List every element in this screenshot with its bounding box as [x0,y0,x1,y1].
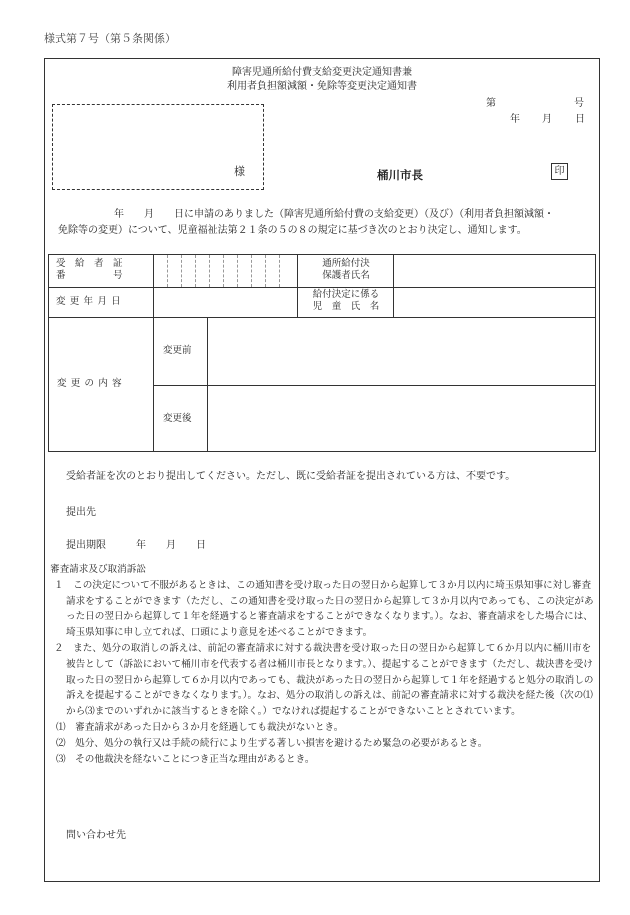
appeal-item-2: ２ また、処分の取消しの訴えは、前記の審査請求に対する裁決書を受け取った日の翌日から起算して６か月以内に桶川市を被告として（訴訟において桶川市を代表する者は桶川市長となります。）、提起することができます（ただし、裁決書を受け取った日の翌日から起算して６か月以内であっても、裁決があった日の翌日から起算して１年を経過すると処分の取消しの訴えを提起することができなくなります。）。なお、処分の取消しの訴えは、前記の審査請求に対する裁決を経た後（次の⑴から⑶までのいずれかに該当するときを除く。）でなければ提起することができないこととされています。 [54,642,594,718]
table-rule [153,255,154,451]
recipient-address-box [52,104,264,190]
guardian-name-label-line2: 保護者氏名 [322,270,370,281]
appeal-sub-3: ⑶ その他裁決を経ないことにつき正当な理由があるとき。 [56,753,315,765]
digit-divider [265,255,266,287]
digit-divider [195,255,196,287]
intro-line2: 免除等の変更）について、児童福祉法第２１条の５の８の規定に基づき次のとおり決定し、通知します。 [58,225,527,236]
table-rule [297,255,298,317]
digit-divider [223,255,224,287]
submit-to-label: 提出先 [66,507,96,518]
document-title-line2: 利用者負担額減額・免除等変更決定通知書 [227,81,417,92]
change-table [48,254,596,452]
digit-divider [167,255,168,287]
change-content-label: 変更の内容 [57,378,126,389]
digit-divider [251,255,252,287]
table-rule [49,287,595,288]
appeal-item-1: １ この決定について不服があるときは、この通知書を受け取った日の翌日から起算して３か月以内に埼玉県知事に対し審査請求をすることができます（ただし、この通知書を受け取った日の翌日から起算して３か月以内であっても、この決定があった日の翌日から起算して１年を経過すると審査請求をすることができなくなります。）。なお、審査請求をした場合には、埼玉県知事に申し立てれば、口頭により意見を述べることができます。 [54,579,594,639]
guardian-name-label-line1: 通所給付決 [322,258,370,269]
appeal-section [50,562,598,767]
recipient-cert-label-line2: 番 号 [56,270,123,281]
table-rule [49,317,595,318]
date-year-label: 年 [510,114,520,125]
number-label-go: 号 [574,98,584,109]
appeal-heading: 審査請求及び取消訴訟 [50,564,146,575]
document-title-line1: 障害児通所給付費支給変更決定通知書兼 [232,67,412,78]
submit-request-text: 受給者証を次のとおり提出してください。ただし、既に受給者証を提出されている方は、不要です。 [66,471,516,482]
appeal-sub-1: ⑴ 審査請求があった日から３か月を経過しても裁決がないとき。 [56,721,344,733]
deadline-label: 提出期限 年 月 日 [66,540,206,551]
table-rule [153,385,595,386]
table-rule [207,317,208,451]
issuer-name: 桶川市長 [377,168,423,182]
child-name-label-line2: 児 童 氏 名 [312,301,380,312]
digit-divider [237,255,238,287]
recipient-cert-label [56,258,123,282]
digit-divider [279,255,280,287]
seal-mark: 印 [551,163,568,180]
form-number: 様式第７号（第５条関係） [44,32,176,45]
digit-divider [209,255,210,287]
child-name-label [303,289,389,313]
digit-divider [181,255,182,287]
after-change-label: 変更後 [163,413,192,424]
change-date-label: 変更年月日 [56,296,125,307]
intro-paragraph [58,207,598,239]
date-month-label: 月 [542,114,552,125]
intro-line1: 年 月 日に申請のありました（障害児通所給付費の支給変更）（及び）（利用者負担額減額・ [114,209,554,220]
table-rule [393,255,394,317]
guardian-name-label [303,258,389,282]
date-day-label: 日 [575,114,585,125]
number-label-dai: 第 [486,98,496,109]
child-name-label-line1: 給付決定に係る [312,289,380,300]
before-change-label: 変更前 [163,345,192,356]
recipient-cert-label-line1: 受 給 者 証 [56,258,123,269]
appeal-sub-2: ⑵ 処分、処分の執行又は手続の続行により生ずる著しい損害を避けるため緊急の必要があるとき。 [56,737,488,749]
contact-label: 問い合わせ先 [66,830,126,841]
recipient-honorific: 様 [234,165,245,178]
